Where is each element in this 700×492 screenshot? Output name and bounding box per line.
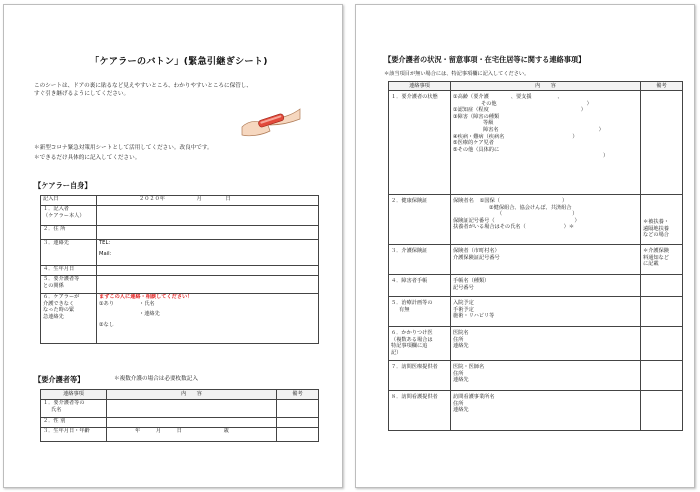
date-label-cell: 記入日 [41,196,97,206]
care-name-value-cell[interactable] [107,400,277,418]
emergency-label-cell: ６．ケアラーが 介護できなく なった時の緊 急連絡先 [41,294,97,344]
baton-hands-illustration [240,101,302,141]
contact-value-cell[interactable]: TEL： Mail： [97,240,319,266]
health-insurance-label-cell: ２．健康保険証 [389,195,451,245]
header-contact-item: 連絡事項 [41,390,107,400]
care-birth-remarks-cell[interactable] [277,428,319,442]
writer-label-cell: １．記入者 （ケアラー本人） [41,206,97,226]
note-line-2: ＊できるだけ具体的に記入してください。 [34,155,141,161]
birthdate-value-cell[interactable] [97,266,319,276]
care-insurance-value-cell[interactable]: 保険者（市町村名） 介護保険証記号番号 [451,245,641,275]
care-recipient-table [40,389,319,442]
urgent-contact-notice: まずこの人に連絡・相談してください！ [99,294,193,300]
status-table [388,81,683,431]
sheet-title: 「ケアラーのバトン」(緊急引継ぎシート) [90,56,268,67]
care-birth-label-cell: ３．生年月日・年齢 [41,428,107,442]
home-nursing-remarks-cell[interactable] [641,391,683,431]
status-header-content: 内 容 [451,82,641,91]
header-content: 内 容 [107,390,277,400]
family-doctor-remarks-cell[interactable] [641,327,683,361]
header-remarks: 備考 [277,390,319,400]
care-birth-value-cell[interactable]: 年 月 日 歳 [107,428,277,442]
family-doctor-value-cell[interactable]: 医院名 住所 連絡先 [451,327,641,361]
carer-section-title: 【ケアラー自身】 [34,181,92,190]
home-medical-value-cell[interactable]: 医院・医師名 住所 連絡先 [451,361,641,391]
treatment-remarks-cell[interactable] [641,297,683,327]
status-header-remarks: 備考 [641,82,683,91]
family-doctor-label-cell: ６．かかりつけ医 （複数ある場合は 特記事項欄に追 記） [389,327,451,361]
treatment-value-cell[interactable]: 入院予定 手術予定 施術・リハビリ等 [451,297,641,327]
intro-line-1: このシートは、ドアの裏に貼るなど見えやすいところ、わかりやすいところに保管し、 [34,83,252,89]
home-nursing-value-cell[interactable]: 訪問看護事業所名 住所 連絡先 [451,391,641,431]
birthdate-label-cell: ４．生年月日 [41,266,97,276]
disability-label-cell: ４．障害者手帳 [389,275,451,297]
gender-value-cell[interactable] [107,418,277,428]
treatment-label-cell: ５．治療計画等の 有無 [389,297,451,327]
note-line-1: ＊新型コロナ緊急対策用シートとして活用してください。改良中です。 [34,145,213,151]
intro-line-2: すぐ引き継げるようにしてください。 [34,91,130,97]
disability-remarks-cell[interactable] [641,275,683,297]
left-page [3,4,343,488]
home-medical-label-cell: ７．訪問医療提供者 [389,361,451,391]
carer-table [40,195,319,344]
address-value-cell[interactable] [97,226,319,240]
gender-remarks-cell[interactable] [277,418,319,428]
care-name-remarks-cell[interactable] [277,400,319,418]
address-label-cell: ２．住 所 [41,226,97,240]
relation-label-cell: ５．要介護者等 との関係 [41,276,97,294]
care-insurance-remarks-cell[interactable]: ＊介護保険 料通知など に記載 [641,245,683,275]
date-value-cell[interactable]: ２０２０年 月 日 [97,196,319,206]
status-section-note: ＊該当項目が無い場合には、特記事項欄に記入してください。 [384,71,530,77]
health-insurance-value-cell[interactable]: 保険者名 ①国保（ ） ②健保組合、協会けんぽ、共済組合 （ ） 保険証記号番号（ ） 扶養者がいる場合はその氏名（ ）＊ [451,195,641,245]
condition-label-cell: １．要介護者の状態 [389,91,451,195]
status-section-title: 【要介護者の状況・留意事項・在宅住居等に関する連絡事項】 [384,55,586,64]
care-section-note: ＊複数介護の場合は必要枚数記入 [114,376,198,382]
writer-value-cell[interactable] [97,206,319,226]
gender-label-cell: ２．性 別 [41,418,107,428]
condition-value-cell[interactable]: ①高齢（要介護 、要支援 、 その他 ） ①認知症（程度 ） ③障害（障害の種類 等級 障害名 ） ④疾病・難病（疾病名 ） ⑤医療的ケア児者 ⑤その他（具体的に ） [451,91,641,195]
condition-remarks-cell[interactable] [641,91,683,195]
emergency-value-cell[interactable]: まずこの人に連絡・相談してください！ ①あり ・氏名 ・連絡先 ②なし [97,294,319,344]
health-insurance-remarks-cell[interactable]: ＊被扶養・ 遠隔地扶養 などの場合 [641,195,683,245]
right-page [355,4,695,488]
relation-value-cell[interactable] [97,276,319,294]
disability-value-cell[interactable]: 手帳名（種類） 記号番号 [451,275,641,297]
contact-label-cell: ３．連絡先 [41,240,97,266]
care-insurance-label-cell: ３．介護保険証 [389,245,451,275]
status-header-item: 連絡事項 [389,82,451,91]
care-name-label-cell: １．要介護者等の 氏名 [41,400,107,418]
home-medical-remarks-cell[interactable] [641,361,683,391]
home-nursing-label-cell: ８．訪問看護提供者 [389,391,451,431]
care-section-title: 【要介護者等】 [34,375,85,384]
